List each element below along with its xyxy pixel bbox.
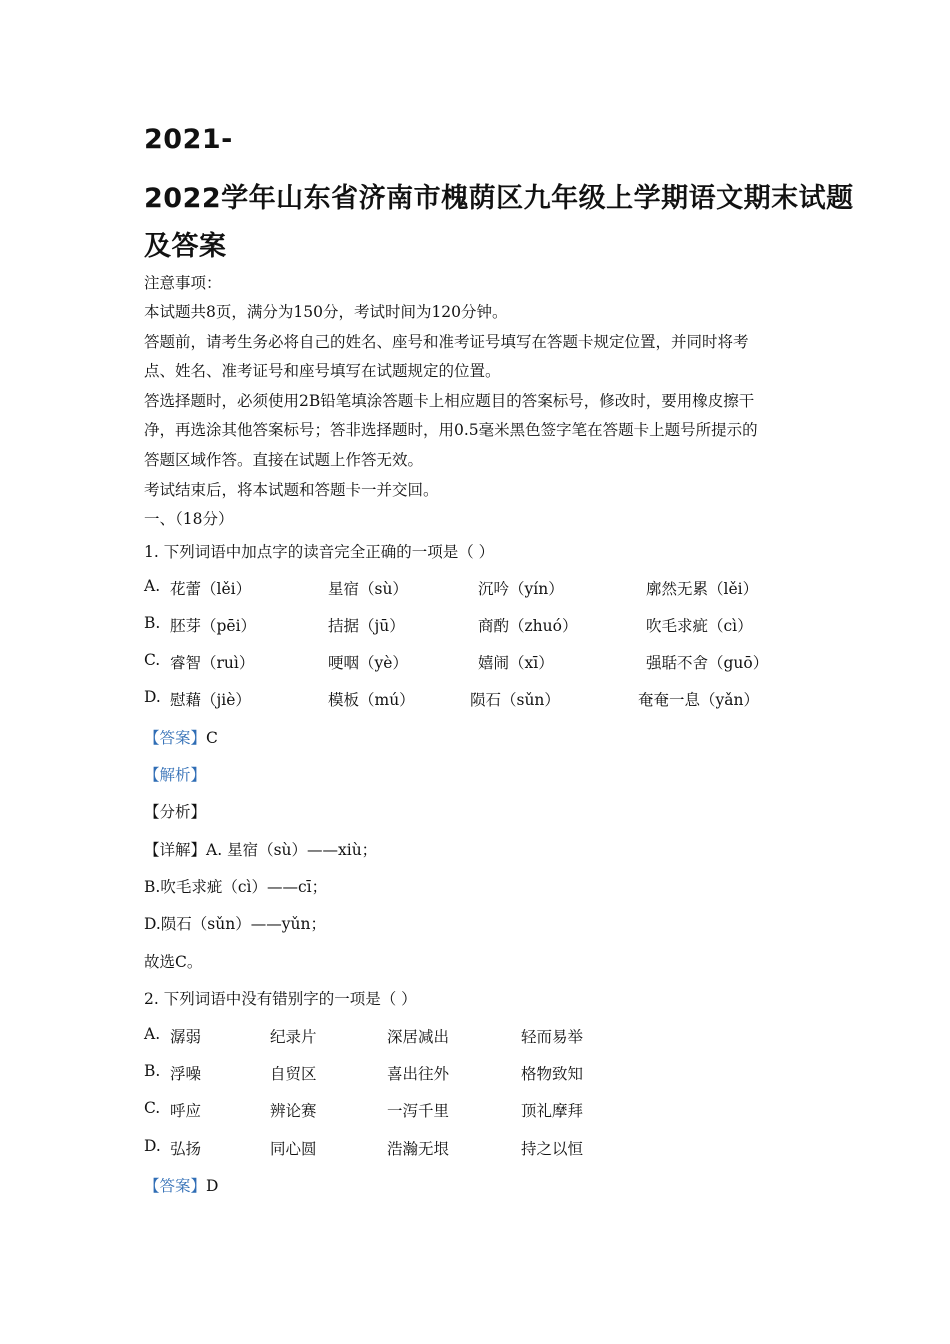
- option-word: 星宿（sù）: [328, 580, 408, 598]
- q1-answer: [144, 726, 218, 748]
- option-word: 陨石（sǔn）: [470, 691, 560, 709]
- option-word: 持之以恒: [521, 1140, 584, 1158]
- option-word: 同心圆: [270, 1140, 317, 1158]
- option-word: 自贸区: [270, 1065, 317, 1083]
- note-1: 本试题共8页，满分为150分，考试时间为120分钟。: [144, 303, 508, 321]
- option-word: 睿智（ruì）: [170, 654, 255, 672]
- option-word: 沉吟（yín）: [478, 580, 564, 598]
- option-label: D.: [144, 688, 161, 706]
- document-title-line3: 及答案: [144, 231, 227, 262]
- q1-detail: [144, 838, 377, 860]
- q1-fenxi-tag: 【分析】: [144, 803, 207, 821]
- document-title-line1: 2021-: [144, 124, 233, 155]
- note-3b: 净，再选涂其他答案标号；答非选择题时，用0.5毫米黑色签字笔在答题卡上题号所提示的: [144, 421, 758, 439]
- option-label: B.: [144, 1062, 161, 1080]
- option-word: 花蕾（lěi）: [170, 580, 252, 598]
- option-word: 模板（mú）: [328, 691, 415, 709]
- q1-detail-d: D.陨石（sǔn）——yǔn；: [144, 915, 326, 933]
- q1-analysis-tag: 【解析】: [144, 766, 207, 784]
- answer-tag: 【答案】: [144, 1177, 207, 1195]
- option-word: 慰藉（jiè）: [170, 691, 251, 709]
- option-word: 奄奄一息（yǎn）: [638, 691, 759, 709]
- option-word: 轻而易举: [521, 1028, 584, 1046]
- option-word: 格物致知: [521, 1065, 584, 1083]
- option-word: 辨论赛: [270, 1102, 317, 1120]
- note-2b: 点、姓名、准考证号和座号填写在试题规定的位置。: [144, 362, 501, 380]
- answer-tag: 【答案】: [144, 729, 207, 747]
- option-label: D.: [144, 1137, 161, 1155]
- option-word: 潺弱: [170, 1028, 202, 1046]
- section-heading: 一、（18分）: [144, 510, 234, 528]
- option-label: C.: [144, 651, 161, 669]
- document-title-line2: 2022学年山东省济南市槐荫区九年级上学期语文期末试题: [144, 183, 854, 214]
- q2-answer: [144, 1174, 218, 1196]
- option-word: 纪录片: [270, 1028, 317, 1046]
- answer-value: D: [206, 1177, 219, 1195]
- option-word: 呼应: [170, 1102, 202, 1120]
- option-word: 吹毛求疵（cì）: [646, 617, 753, 635]
- option-word: 浮噪: [170, 1065, 202, 1083]
- option-word: 弘扬: [170, 1140, 202, 1158]
- option-label: A.: [144, 1025, 161, 1043]
- notes-heading: 注意事项：: [144, 274, 222, 292]
- option-word: 拮据（jū）: [328, 617, 405, 635]
- option-word: 浩瀚无垠: [387, 1140, 450, 1158]
- note-2a: 答题前，请考生务必将自己的姓名、座号和准考证号填写在答题卡规定位置，并同时将考: [144, 333, 749, 351]
- detail-text: A. 星宿（sù）——xiù；: [206, 841, 378, 859]
- option-word: 胚芽（pēi）: [170, 617, 257, 635]
- option-word: 哽咽（yè）: [328, 654, 408, 672]
- note-4: 考试结束后，将本试题和答题卡一并交回。: [144, 481, 439, 499]
- q2-stem: 2. 下列词语中没有错别字的一项是（ ）: [144, 990, 417, 1008]
- option-word: 喜出往外: [387, 1065, 450, 1083]
- option-label: C.: [144, 1099, 161, 1117]
- option-word: 嬉闹（xī）: [478, 654, 554, 672]
- note-3a: 答选择题时，必须使用2B铅笔填涂答题卡上相应题目的答案标号，修改时，要用橡皮擦干: [144, 392, 755, 410]
- option-label: B.: [144, 614, 161, 632]
- option-word: 深居减出: [387, 1028, 450, 1046]
- option-word: 顶礼摩拜: [521, 1102, 584, 1120]
- q1-conclusion: 故选C。: [144, 953, 203, 971]
- q1-detail-b: B.吹毛求疵（cì）——cī；: [144, 878, 328, 896]
- note-3c: 答题区域作答。直接在试题上作答无效。: [144, 451, 424, 469]
- option-word: 一泻千里: [387, 1102, 450, 1120]
- option-word: 强聒不舍（guō）: [646, 654, 769, 672]
- answer-value: C: [206, 729, 218, 747]
- option-word: 廓然无累（lěi）: [646, 580, 759, 598]
- option-label: A.: [144, 577, 161, 595]
- detail-tag: 【详解】: [144, 841, 207, 859]
- option-word: 商酌（zhuó）: [478, 617, 578, 635]
- q1-stem: 1. 下列词语中加点字的读音完全正确的一项是（ ）: [144, 543, 495, 561]
